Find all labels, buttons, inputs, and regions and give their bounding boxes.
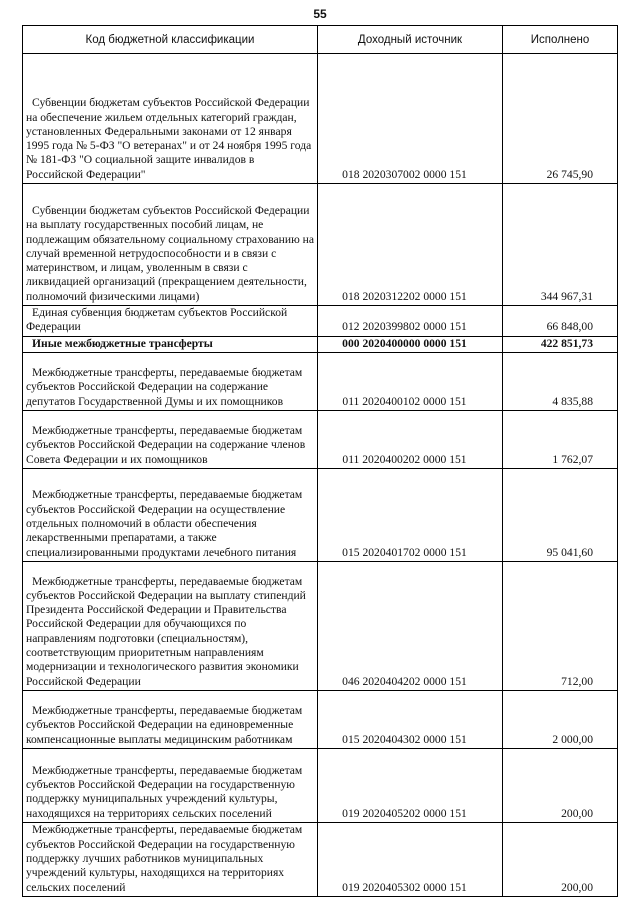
budget-table [22,25,618,897]
row-code: 018 2020312202 0000 151 [318,184,503,306]
row-name: Межбюджетные трансферты, передаваемые бюджетам субъектов Российской Федерации на единовременные компенсационные выплаты медицинским работникам [23,690,318,748]
row-amount: 422 851,73 [503,336,618,352]
row-amount: 2 000,00 [503,690,618,748]
row-code: 019 2020405202 0000 151 [318,748,503,822]
row-name: Межбюджетные трансферты, передаваемые бюджетам субъектов Российской Федерации на государственную поддержку лучших работников муниципальных учреждений культуры, находящихся на территориях сельских поселений [23,822,318,896]
row-amount: 344 967,31 [503,184,618,306]
page-number: 55 [313,7,327,21]
table-row [23,690,618,748]
table-row [23,561,618,690]
row-name: Единая субвенция бюджетам субъектов Российской Федерации [23,306,318,337]
row-name: Межбюджетные трансферты, передаваемые бюджетам субъектов Российской Федерации на государственную поддержку муниципальных учреждений культуры, находящихся на территориях сельских поселений [23,748,318,822]
row-amount: 200,00 [503,748,618,822]
row-name: Межбюджетные трансферты, передаваемые бюджетам субъектов Российской Федерации на содержание депутатов Государственной Думы и их помощников [23,352,318,410]
row-amount: 66 848,00 [503,306,618,337]
row-code: 011 2020400102 0000 151 [318,352,503,410]
row-amount: 95 041,60 [503,468,618,561]
header-code: Код бюджетной классификации [23,26,318,54]
table-body [23,54,618,897]
table-row [23,352,618,410]
table-row [23,410,618,468]
table-row [23,184,618,306]
row-amount: 200,00 [503,822,618,896]
row-name: Межбюджетные трансферты, передаваемые бюджетам субъектов Российской Федерации на осуществление отдельных полномочий в области обеспечения лекарственными препаратами, а также специализированными продуктами лечебного питания [23,468,318,561]
row-code: 046 2020404202 0000 151 [318,561,503,690]
row-code: 011 2020400202 0000 151 [318,410,503,468]
row-code: 000 2020400000 0000 151 [318,336,503,352]
row-name: Субвенции бюджетам субъектов Российской Федерации на выплату государственных пособий лицам, не подлежащим обязательному социальному страхованию на случай временной нетрудоспособности и в связи с материнством, и лицам, уволенным в связи с ликвидацией организаций (прекращением деятельности, полномочий физическими лицами) [23,184,318,306]
table-header [23,26,618,54]
row-code: 019 2020405302 0000 151 [318,822,503,896]
row-name: Межбюджетные трансферты, передаваемые бюджетам субъектов Российской Федерации на содержание членов Совета Федерации и их помощников [23,410,318,468]
row-amount: 26 745,90 [503,54,618,184]
row-amount: 4 835,88 [503,352,618,410]
row-code: 012 2020399802 0000 151 [318,306,503,337]
table-row [23,306,618,337]
table-row [23,822,618,896]
header-executed: Исполнено [503,26,618,54]
row-name: Межбюджетные трансферты, передаваемые бюджетам субъектов Российской Федерации на выплату стипендий Президента Российской Федерации и Правительства Российской Федерации для обучающихся по направлениям подготовки (специальностям), соответствующим приоритетным направлениям модернизации и технологического развития экономики Российской Федерации [23,561,318,690]
row-amount: 712,00 [503,561,618,690]
row-code: 015 2020404302 0000 151 [318,690,503,748]
table-row-total [23,336,618,352]
header-source: Доходный источник [318,26,503,54]
row-name: Субвенции бюджетам субъектов Российской Федерации на обеспечение жильем отдельных категорий граждан, установленных Федеральными законами от 12 января 1995 года № 5-ФЗ "О ветеранах" и от 24 ноября 1995 года № 181-ФЗ "О социальной защите инвалидов в Российской Федерации" [23,54,318,184]
row-name: Иные межбюджетные трансферты [23,336,318,352]
row-code: 018 2020307002 0000 151 [318,54,503,184]
table-row [23,748,618,822]
row-amount: 1 762,07 [503,410,618,468]
table-row [23,54,618,184]
table-row [23,468,618,561]
row-code: 015 2020401702 0000 151 [318,468,503,561]
